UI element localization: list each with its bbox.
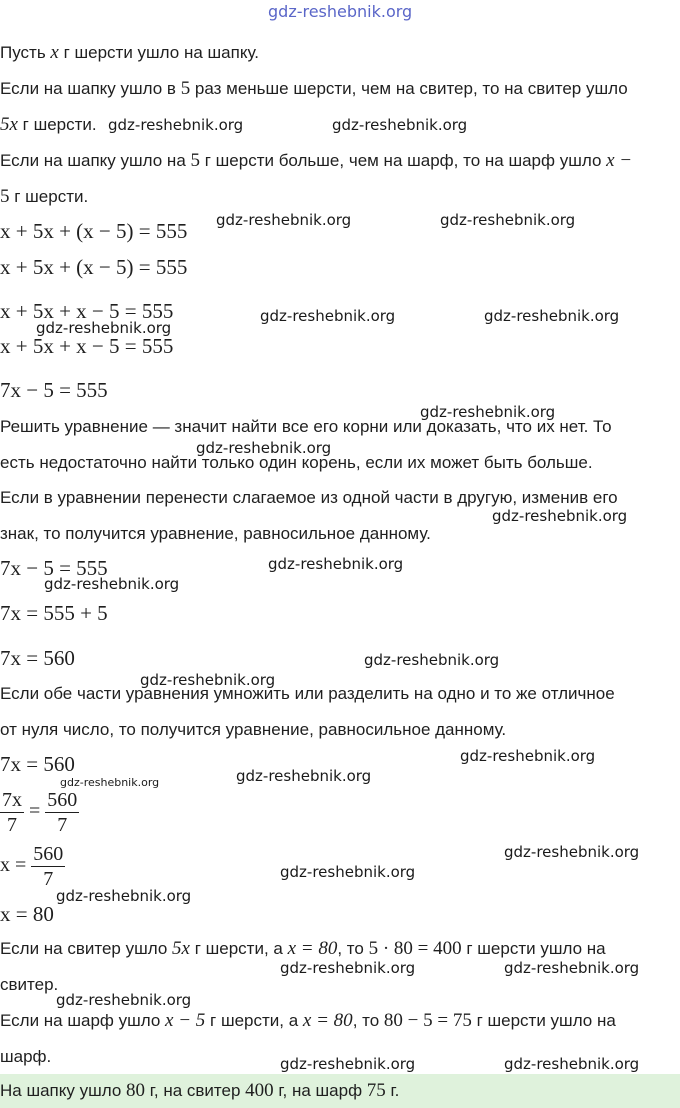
watermark: gdz-reshebnik.org [196, 439, 332, 457]
watermark: gdz-reshebnik.org [504, 1055, 640, 1073]
watermark: gdz-reshebnik.org [140, 671, 276, 689]
text-line-14: Если на шарф ушло x − 5 г шерсти, а x = 80, то 80 − 5 = 75 г шерсти ушло на [0, 1010, 616, 1031]
watermark: gdz-reshebnik.org [460, 747, 596, 765]
result-fraction: $\frac{560}{7}$ [33, 843, 64, 890]
watermark: gdz-reshebnik.org [332, 116, 468, 134]
equation-4: x + 5x + x − 5 = 555 [0, 334, 174, 358]
text-line-6: Решить уравнение — значит найти все его корни или доказать, что их нет. То [0, 417, 612, 436]
watermark: gdz-reshebnik.org [504, 959, 640, 977]
equation-6: 7x − 5 = 555 [0, 556, 108, 580]
equation-9: 7x = 560 [0, 752, 75, 776]
watermark: gdz-reshebnik.org [504, 843, 640, 861]
text-line-8: Если в уравнении перенести слагаемое из одной части в другую, изменив его [0, 488, 618, 507]
equation-1: x + 5x + (x − 5) = 555 [0, 219, 188, 243]
text-line-7: есть недостаточно найти только один корень, если их может быть больше. [0, 453, 593, 472]
answer-text: На шапку ушло 80 г, на свитер 400 г, на шарф 75 г. [0, 1080, 400, 1101]
watermark: gdz-reshebnik.org [36, 319, 172, 337]
watermark: gdz-reshebnik.org [108, 116, 244, 134]
watermark: gdz-reshebnik.org [364, 651, 500, 669]
watermark: gdz-reshebnik.org [420, 403, 556, 421]
text-line-2: Если на шапку ушло в 5 раз меньше шерсти, чем на свитер, то на свитер ушло [0, 78, 628, 99]
watermark: gdz-reshebnik.org [484, 307, 620, 325]
watermark: gdz-reshebnik.org [268, 555, 404, 573]
watermark: gdz-reshebnik.org [280, 1055, 416, 1073]
text-line-11: от нуля число, то получится уравнение, равносильное данному. [0, 720, 507, 739]
watermark: gdz-reshebnik.org [280, 863, 416, 881]
text-line-5: 5 г шерсти. [0, 186, 89, 207]
watermark: gdz-reshebnik.org [440, 211, 576, 229]
equation-7: 7x = 555 + 5 [0, 601, 108, 625]
left-fraction: $\frac{7x}{7}$ [2, 789, 22, 836]
watermark: gdz-reshebnik.org [236, 767, 372, 785]
fraction-result: x = $\frac{560}{7}$ [0, 843, 64, 890]
watermark: gdz-reshebnik.org [492, 507, 628, 525]
watermark: gdz-reshebnik.org [56, 887, 192, 905]
equals-sign: = [29, 800, 41, 823]
text-line-4: Если на шапку ушло на 5 г шерсти больше, чем на шарф, то на шарф ушло x − [0, 150, 633, 171]
text-line-1: Пусть x г шерсти ушло на шапку. [0, 42, 259, 63]
text-line-3: 5x г шерсти. [0, 114, 97, 135]
watermark: gdz-reshebnik.org [260, 307, 396, 325]
watermark: gdz-reshebnik.org [44, 575, 180, 593]
text-line-9: знак, то получится уравнение, равносильное данному. [0, 524, 431, 543]
watermark: gdz-reshebnik.org [216, 211, 352, 229]
text-line-15: шарф. [0, 1047, 52, 1066]
equation-2: x + 5x + (x − 5) = 555 [0, 255, 188, 279]
equation-5: 7x − 5 = 555 [0, 378, 108, 402]
watermark: gdz-reshebnik.org [56, 991, 192, 1009]
site-link[interactable]: gdz-reshebnik.org [268, 2, 413, 21]
equation-10: x = 80 [0, 902, 54, 926]
watermark: gdz-reshebnik.org [280, 959, 416, 977]
text-line-12: Если на свитер ушло 5x г шерсти, а x = 80, то 5 · 80 = 400 г шерсти ушло на [0, 938, 606, 959]
fraction-equation [0, 788, 79, 837]
right-fraction: $\frac{560}{7}$ [47, 789, 78, 836]
text-line-10: Если обе части уравнения умножить или разделить на одно и то же отличное [0, 684, 615, 703]
equation-3: x + 5x + x − 5 = 555 [0, 299, 174, 323]
text-line-13: свитер. [0, 975, 59, 994]
watermark: gdz-reshebnik.org [60, 776, 160, 789]
equation-8: 7x = 560 [0, 646, 75, 670]
answer-box [0, 1074, 680, 1108]
